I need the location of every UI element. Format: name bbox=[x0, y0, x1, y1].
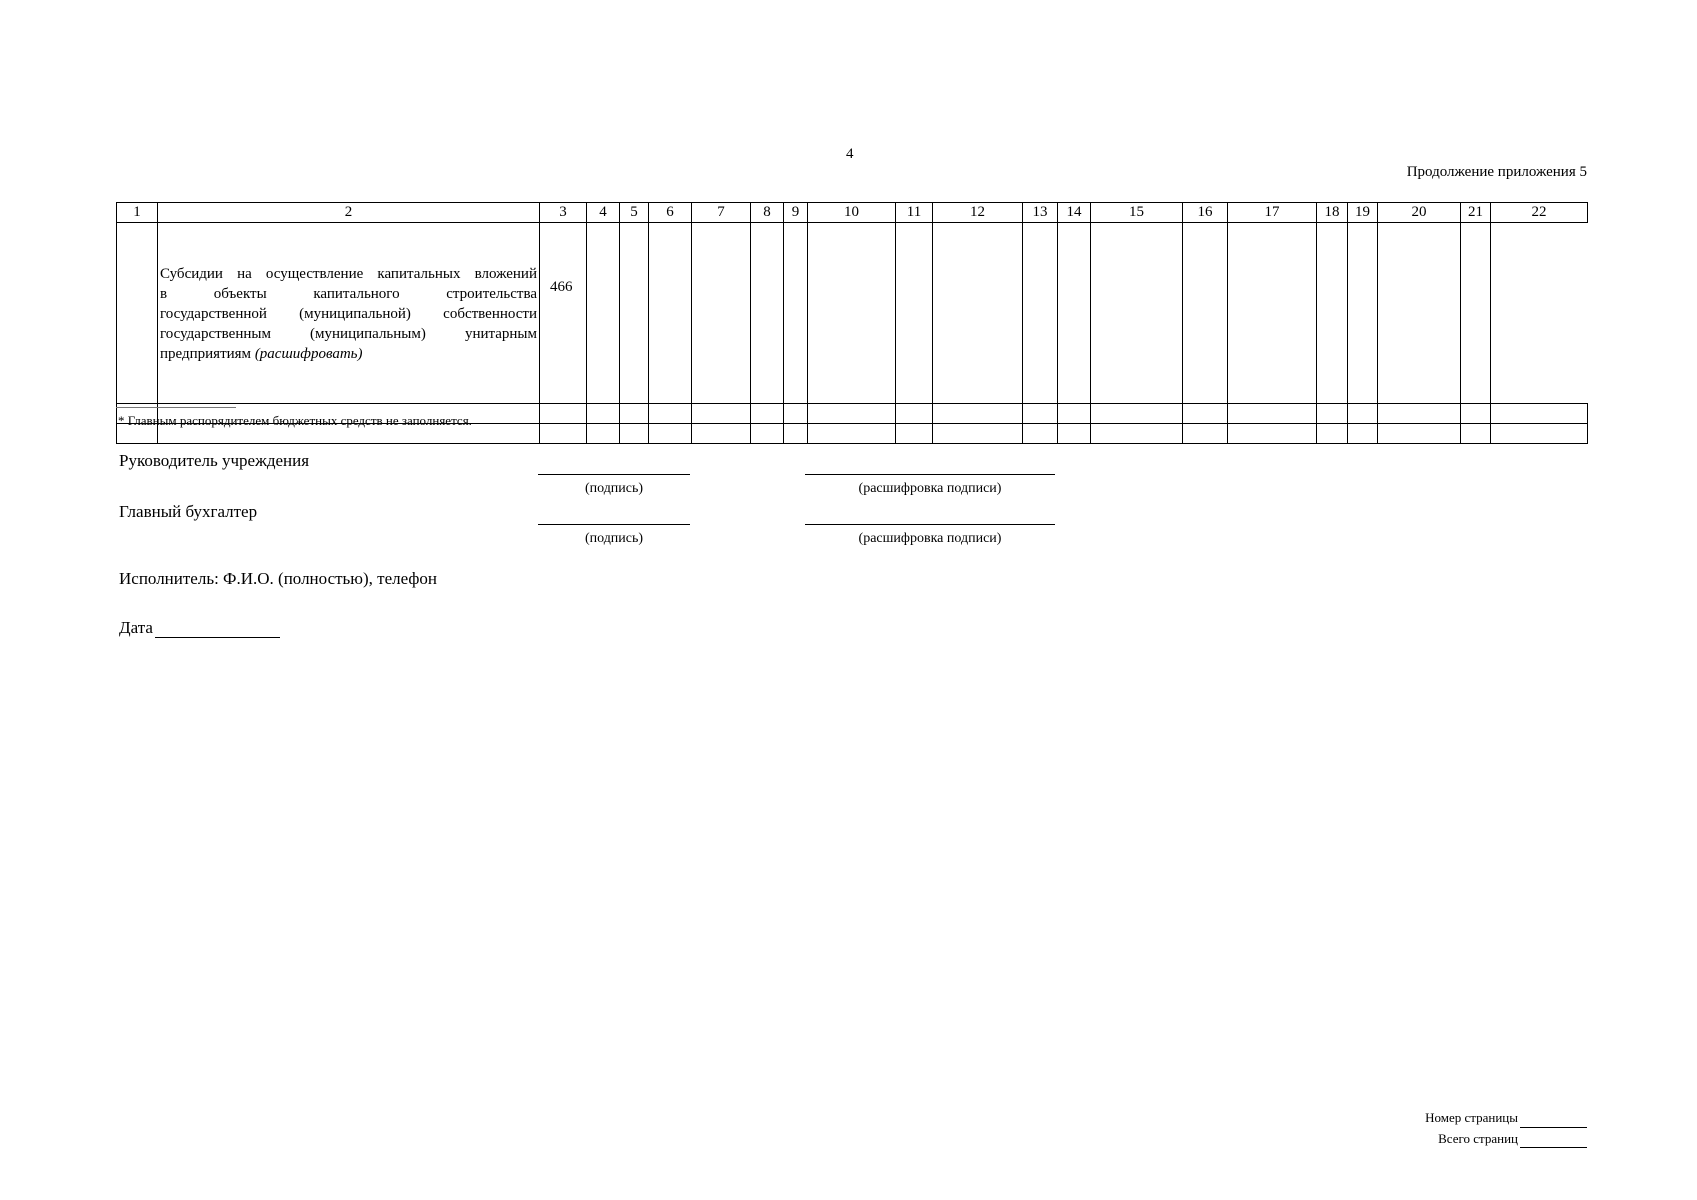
table-cell bbox=[117, 223, 158, 404]
code-cell: 466 bbox=[540, 223, 587, 404]
column-header: 7 bbox=[692, 203, 751, 223]
description-note: (расшифровать) bbox=[254, 346, 363, 362]
column-header: 11 bbox=[896, 203, 933, 223]
column-header: 17 bbox=[1228, 203, 1317, 223]
description-line: Субсидии на осуществление капитальных вложений bbox=[160, 266, 537, 282]
page-number-label: Номер страницы bbox=[1425, 1110, 1518, 1125]
column-header: 4 bbox=[587, 203, 620, 223]
accountant-signature-caption: (подпись) bbox=[584, 531, 644, 546]
accountant-signature-line bbox=[538, 524, 690, 525]
report-table bbox=[116, 202, 1588, 444]
column-header: 14 bbox=[1058, 203, 1091, 223]
column-header: 3 bbox=[540, 203, 587, 223]
date-line bbox=[155, 637, 280, 638]
column-header: 6 bbox=[649, 203, 692, 223]
page-number: 4 bbox=[846, 146, 854, 162]
description-line bbox=[160, 344, 537, 364]
footnote: * Главным распорядителем бюджетных средств не заполняется. bbox=[118, 413, 472, 428]
description-text: предприятиям bbox=[160, 346, 255, 362]
date-label: Дата bbox=[119, 618, 153, 637]
accountant-decoding-caption: (расшифровка подписи) bbox=[858, 531, 1002, 546]
column-header: 15 bbox=[1091, 203, 1183, 223]
column-header: 8 bbox=[751, 203, 784, 223]
page-number-line bbox=[1520, 1127, 1587, 1128]
column-header: 9 bbox=[784, 203, 808, 223]
head-signature-caption: (подпись) bbox=[584, 481, 644, 496]
column-header: 10 bbox=[808, 203, 896, 223]
column-header: 1 bbox=[117, 203, 158, 223]
description-line: в объекты капитального строительства bbox=[160, 286, 537, 302]
column-header: 18 bbox=[1317, 203, 1348, 223]
column-header: 20 bbox=[1378, 203, 1461, 223]
column-header: 13 bbox=[1023, 203, 1058, 223]
column-header: 2 bbox=[158, 203, 540, 223]
column-header: 22 bbox=[1491, 203, 1588, 223]
table-row bbox=[117, 223, 1588, 404]
executor-line: Исполнитель: Ф.И.О. (полностью), телефон bbox=[119, 569, 437, 588]
total-pages-label: Всего страниц bbox=[1438, 1131, 1518, 1146]
description-line: государственным (муниципальным) унитарным bbox=[160, 326, 537, 342]
column-header: 21 bbox=[1461, 203, 1491, 223]
footnote-divider bbox=[116, 407, 236, 408]
description-cell bbox=[158, 223, 540, 404]
total-pages-line bbox=[1520, 1147, 1587, 1148]
accountant-decoding-line bbox=[805, 524, 1055, 525]
accountant-label: Главный бухгалтер bbox=[119, 502, 258, 521]
table-header-row bbox=[117, 203, 1588, 223]
head-label: Руководитель учреждения bbox=[119, 451, 310, 470]
appendix-note: Продолжение приложения 5 bbox=[1406, 164, 1587, 180]
head-decoding-caption: (расшифровка подписи) bbox=[858, 481, 1002, 496]
column-header: 12 bbox=[933, 203, 1023, 223]
column-header: 16 bbox=[1183, 203, 1228, 223]
column-header: 19 bbox=[1348, 203, 1378, 223]
column-header: 5 bbox=[620, 203, 649, 223]
head-decoding-line bbox=[805, 474, 1055, 475]
description-line: государственной (муниципальной) собственности bbox=[160, 306, 537, 322]
head-signature-line bbox=[538, 474, 690, 475]
